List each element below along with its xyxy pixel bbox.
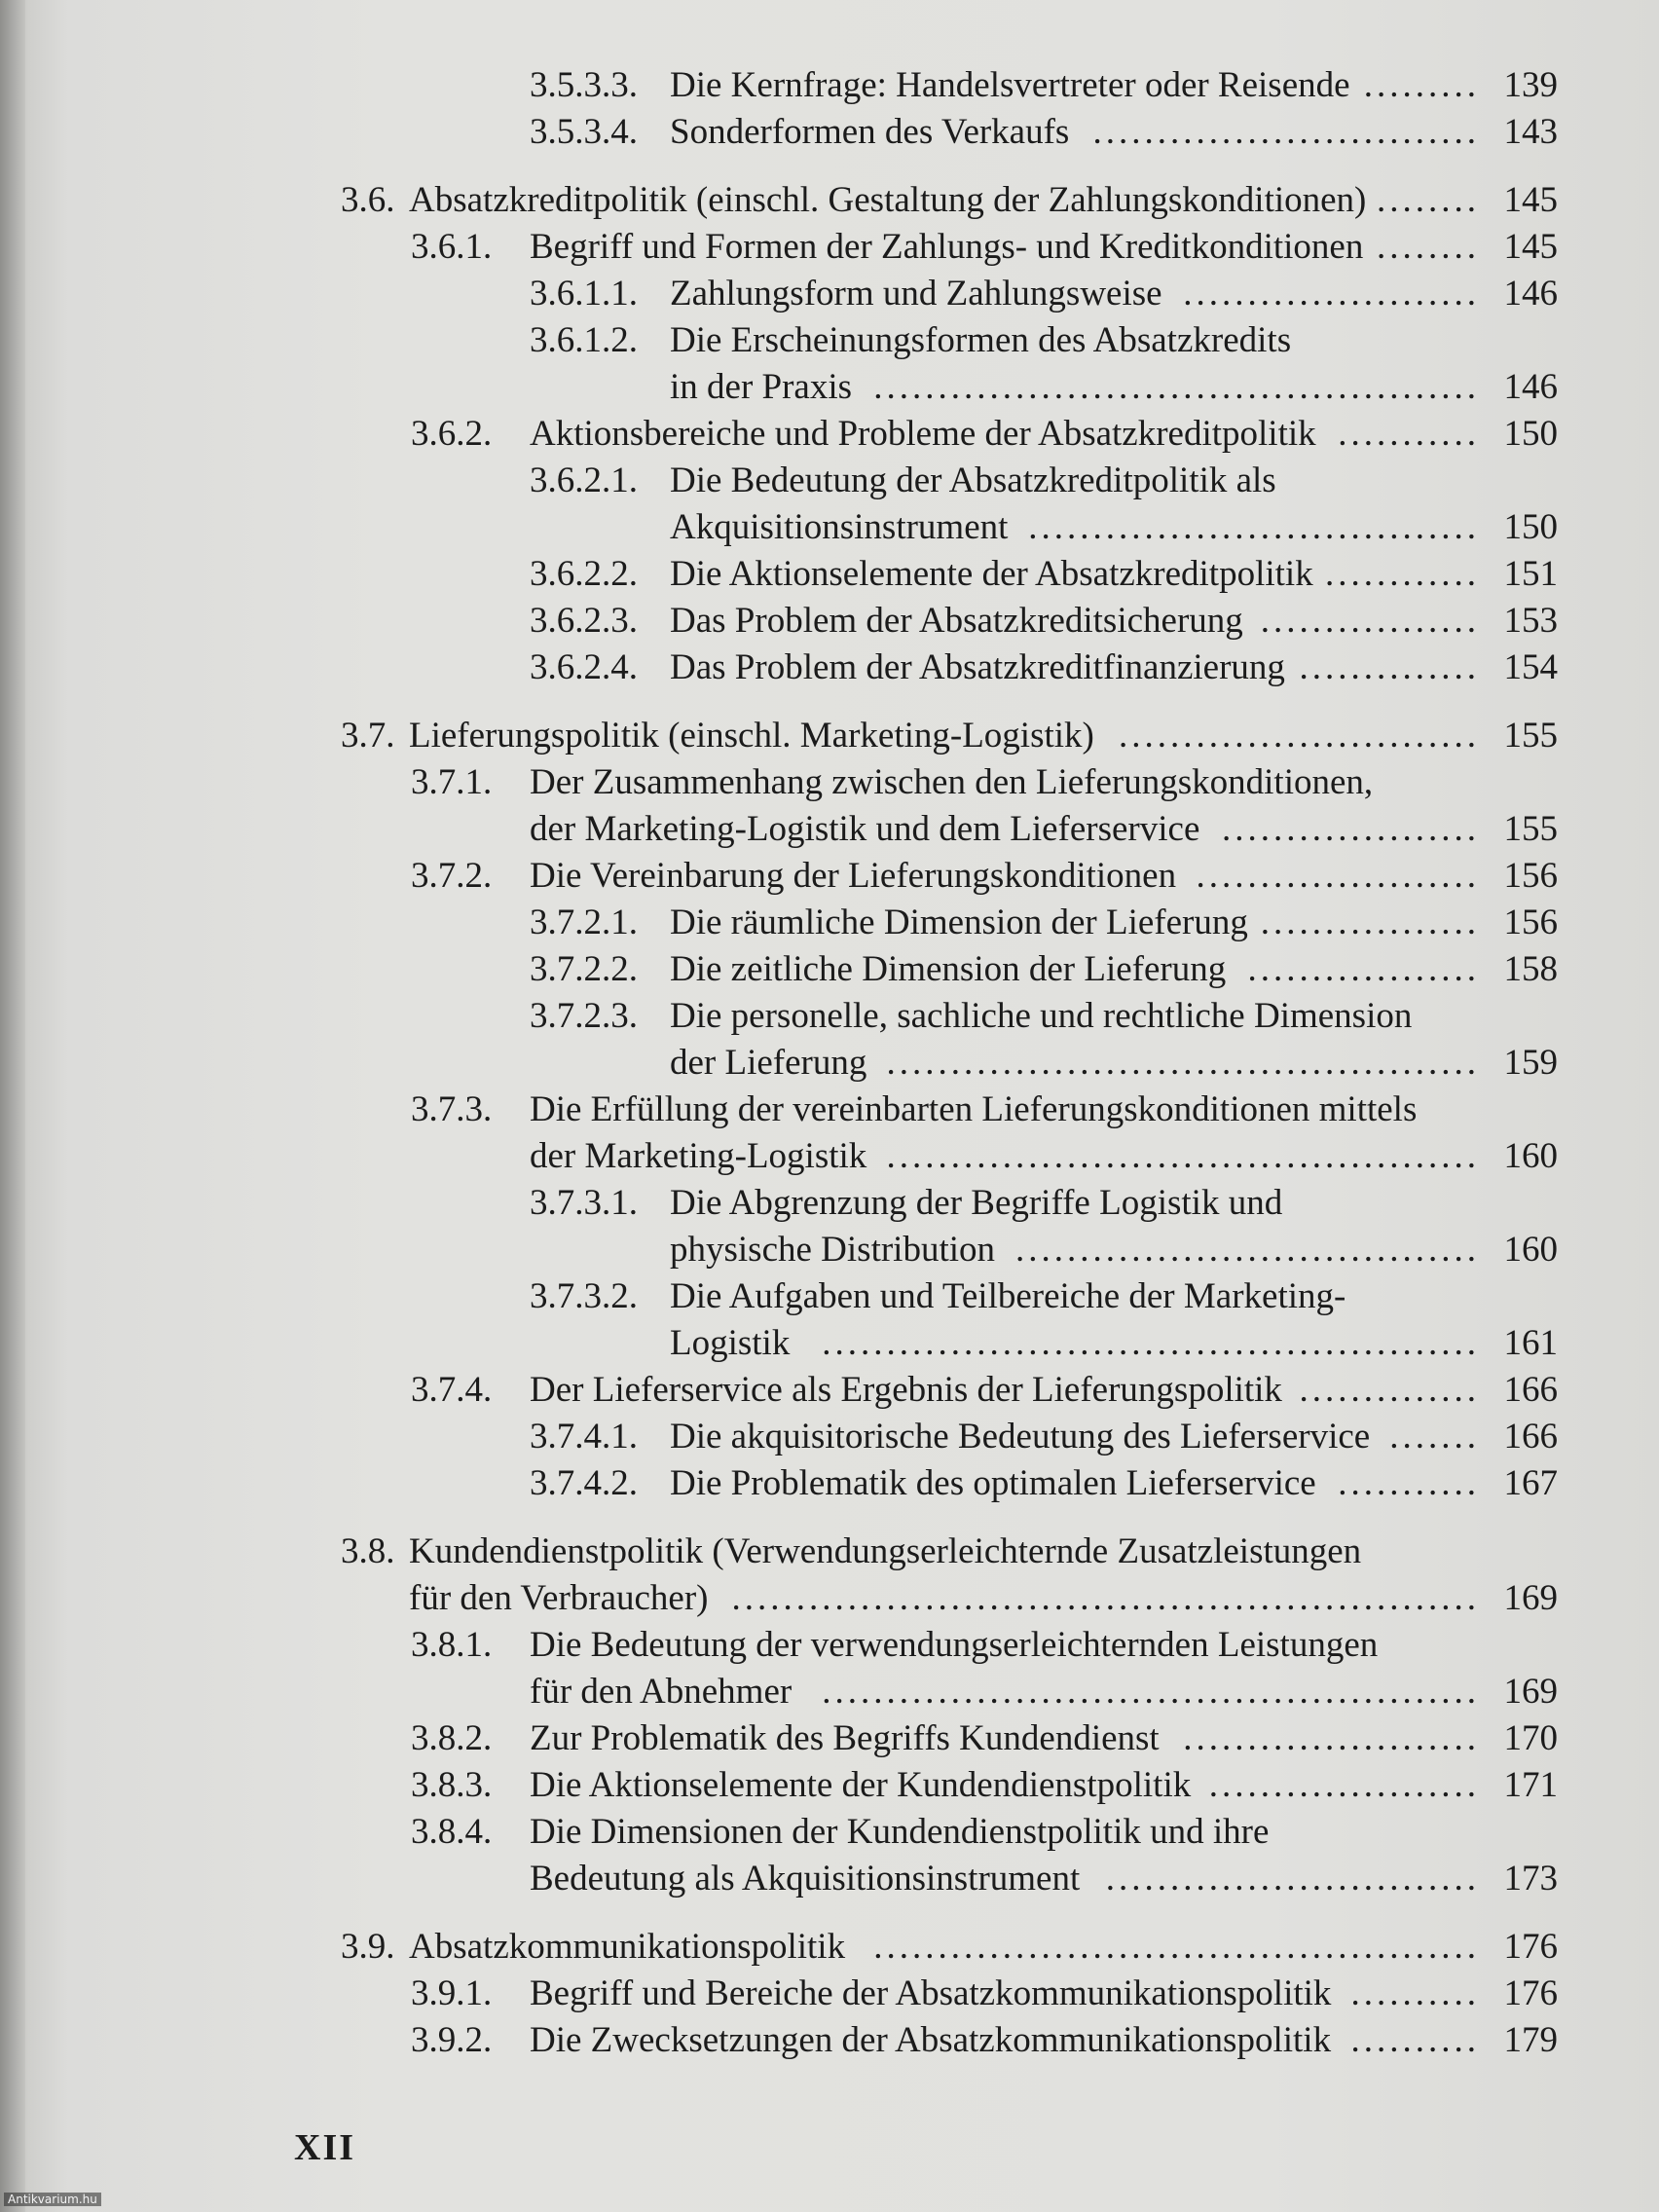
section-title: Das Problem der Absatzkreditfinanzierung bbox=[670, 647, 1285, 687]
toc-entry bbox=[341, 853, 1558, 900]
toc-entry-line bbox=[341, 1273, 1558, 1320]
page-reference: 179 bbox=[1503, 2020, 1558, 2060]
dot-leader: ................................................... bbox=[822, 1672, 1480, 1712]
toc-entry-line bbox=[341, 177, 1558, 224]
toc-entry bbox=[341, 1809, 1558, 1902]
toc-entry bbox=[341, 224, 1558, 271]
section-gap bbox=[341, 1902, 1558, 1924]
page-reference: 161 bbox=[1503, 1323, 1558, 1363]
section-title: Die Abgrenzung der Begriffe Logistik und bbox=[670, 1183, 1283, 1223]
section-number: 3.8.1. bbox=[411, 1625, 493, 1665]
section-number: 3.7.1. bbox=[411, 762, 493, 802]
section-title: Die Erscheinungsformen des Absatzkredits bbox=[670, 320, 1292, 360]
section-title: Die Problematik des optimalen Lieferservice bbox=[670, 1463, 1316, 1503]
toc-entry bbox=[341, 1414, 1558, 1460]
dot-leader: ............................. bbox=[1105, 1859, 1480, 1899]
toc-entry-line bbox=[341, 645, 1558, 691]
section-title: Die Erfüllung der vereinbarten Lieferungskonditionen mittels bbox=[530, 1089, 1418, 1129]
page-reference: 143 bbox=[1503, 112, 1558, 152]
toc-entry-line bbox=[341, 993, 1558, 1040]
toc-entry-line bbox=[341, 759, 1558, 806]
toc-entry bbox=[341, 713, 1558, 759]
toc-entry bbox=[341, 1180, 1558, 1273]
toc-entry bbox=[341, 1087, 1558, 1180]
section-title: Die Aktionselemente der Kundendienstpolitik bbox=[530, 1765, 1192, 1805]
toc-entry-line bbox=[341, 2017, 1558, 2064]
page-reference: 159 bbox=[1503, 1043, 1558, 1083]
section-number: 3.7.4.1. bbox=[530, 1417, 638, 1456]
page-reference: 166 bbox=[1503, 1370, 1558, 1410]
toc-entry-line bbox=[341, 598, 1558, 645]
toc-entry-line bbox=[341, 1762, 1558, 1809]
section-title: Logistik bbox=[670, 1323, 791, 1363]
section-title: Absatzkreditpolitik (einschl. Gestaltung der Zahlungskonditionen) bbox=[409, 180, 1367, 220]
toc-entry bbox=[341, 598, 1558, 645]
section-title: Die räumliche Dimension der Lieferung bbox=[670, 903, 1248, 942]
section-title: Lieferungspolitik (einschl. Marketing-Logistik) bbox=[409, 716, 1094, 756]
dot-leader: ................. bbox=[1260, 903, 1480, 942]
page-reference: 151 bbox=[1503, 554, 1558, 594]
section-number: 3.5.3.3. bbox=[530, 65, 638, 105]
dot-leader: .................. bbox=[1247, 949, 1480, 989]
section-number: 3.8.2. bbox=[411, 1718, 493, 1758]
section-title: physische Distribution bbox=[670, 1230, 996, 1270]
page-reference: 173 bbox=[1503, 1859, 1558, 1899]
toc-entry-line bbox=[341, 1133, 1558, 1180]
section-number: 3.8.3. bbox=[411, 1765, 493, 1805]
toc-entry-line bbox=[341, 1227, 1558, 1273]
section-number: 3.8. bbox=[341, 1531, 395, 1571]
dot-leader: .......... bbox=[1350, 1973, 1480, 2013]
dot-leader: ........ bbox=[1377, 227, 1480, 267]
toc-entry-line bbox=[341, 109, 1558, 156]
section-number: 3.9.1. bbox=[411, 1973, 493, 2013]
section-number: 3.7.3. bbox=[411, 1089, 493, 1129]
section-number: 3.7.3.1. bbox=[530, 1183, 638, 1223]
page-reference: 170 bbox=[1503, 1718, 1558, 1758]
page-reference: 166 bbox=[1503, 1417, 1558, 1456]
toc-entry-line bbox=[341, 806, 1558, 853]
page-reference: 160 bbox=[1503, 1230, 1558, 1270]
toc-entry bbox=[341, 900, 1558, 946]
section-title: für den Verbraucher) bbox=[409, 1578, 709, 1618]
section-number: 3.6.2.4. bbox=[530, 647, 638, 687]
section-title: Kundendienstpolitik (Verwendungserleichternde Zusatzleistungen bbox=[409, 1531, 1362, 1571]
toc-entry-line bbox=[341, 1856, 1558, 1902]
toc-entry-line bbox=[341, 1622, 1558, 1669]
toc-entry bbox=[341, 62, 1558, 109]
dot-leader: ........ bbox=[1377, 180, 1480, 220]
section-number: 3.7.4.2. bbox=[530, 1463, 638, 1503]
toc-entry bbox=[341, 993, 1558, 1087]
dot-leader: ............................ bbox=[1119, 716, 1480, 756]
section-title: Die personelle, sachliche und rechtliche Dimension bbox=[670, 996, 1413, 1036]
toc-entry-line bbox=[341, 1924, 1558, 1971]
toc-entry-line bbox=[341, 551, 1558, 598]
dot-leader: .................................... bbox=[1015, 1230, 1480, 1270]
section-title: Die Vereinbarung der Lieferungskonditionen bbox=[530, 856, 1177, 896]
section-title: Die Aktionselemente der Absatzkreditpolitik bbox=[670, 554, 1313, 594]
toc-entry bbox=[341, 946, 1558, 993]
section-number: 3.7.2. bbox=[411, 856, 493, 896]
section-number: 3.9.2. bbox=[411, 2020, 493, 2060]
dot-leader: ............................................... bbox=[873, 1927, 1480, 1967]
toc-entry bbox=[341, 317, 1558, 411]
toc-entry-line bbox=[341, 1040, 1558, 1087]
table-of-contents bbox=[341, 62, 1558, 2064]
toc-entry-line bbox=[341, 946, 1558, 993]
section-title: Die Dimensionen der Kundendienstpolitik und ihre bbox=[530, 1812, 1270, 1852]
section-title: Die Kernfrage: Handelsvertreter oder Reisende bbox=[670, 65, 1350, 105]
dot-leader: ................................................... bbox=[822, 1323, 1480, 1363]
toc-entry-line bbox=[341, 317, 1558, 364]
section-title: Absatzkommunikationspolitik bbox=[409, 1927, 846, 1967]
page-reference: 146 bbox=[1503, 274, 1558, 313]
toc-entry-line bbox=[341, 1529, 1558, 1575]
book-spine-shadow bbox=[0, 0, 25, 2212]
dot-leader: .............. bbox=[1299, 1370, 1480, 1410]
section-title: in der Praxis bbox=[670, 367, 853, 407]
section-number: 3.6. bbox=[341, 180, 395, 220]
dot-leader: .............................................. bbox=[886, 1136, 1480, 1176]
section-title: Begriff und Formen der Zahlungs- und Kreditkonditionen bbox=[530, 227, 1364, 267]
page-reference: 150 bbox=[1503, 414, 1558, 454]
dot-leader: .............................................. bbox=[886, 1043, 1480, 1083]
section-title: Die Aufgaben und Teilbereiche der Marketing- bbox=[670, 1276, 1346, 1316]
toc-entry-line bbox=[341, 458, 1558, 504]
toc-entry bbox=[341, 1460, 1558, 1507]
section-title: der Marketing-Logistik bbox=[530, 1136, 867, 1176]
dot-leader: .......... bbox=[1350, 2020, 1480, 2060]
section-number: 3.7. bbox=[341, 716, 395, 756]
page-number-footer: XII bbox=[294, 2127, 356, 2168]
section-title: der Marketing-Logistik und dem Lieferservice bbox=[530, 809, 1200, 849]
toc-entry bbox=[341, 411, 1558, 458]
section-number: 3.6.2. bbox=[411, 414, 493, 454]
toc-entry bbox=[341, 645, 1558, 691]
dot-leader: ...................... bbox=[1196, 856, 1480, 896]
section-gap bbox=[341, 1507, 1558, 1529]
page-reference: 156 bbox=[1503, 903, 1558, 942]
section-title: für den Abnehmer bbox=[530, 1672, 793, 1712]
toc-entry bbox=[341, 1715, 1558, 1762]
toc-entry bbox=[341, 1622, 1558, 1715]
toc-entry-line bbox=[341, 62, 1558, 109]
toc-entry-line bbox=[341, 1320, 1558, 1367]
page-reference: 139 bbox=[1503, 65, 1558, 105]
section-gap bbox=[341, 691, 1558, 713]
dot-leader: .................... bbox=[1222, 809, 1480, 849]
toc-entry-line bbox=[341, 1715, 1558, 1762]
dot-leader: ....................... bbox=[1183, 274, 1480, 313]
watermark: Antikvarium.hu bbox=[4, 2193, 101, 2206]
section-title: Zahlungsform und Zahlungsweise bbox=[670, 274, 1162, 313]
toc-entry bbox=[341, 1529, 1558, 1622]
dot-leader: .............................. bbox=[1092, 112, 1480, 152]
page-reference: 145 bbox=[1503, 227, 1558, 267]
page-reference: 160 bbox=[1503, 1136, 1558, 1176]
page-reference: 169 bbox=[1503, 1578, 1558, 1618]
toc-entry-line bbox=[341, 411, 1558, 458]
toc-entry-line bbox=[341, 1367, 1558, 1414]
toc-entry bbox=[341, 759, 1558, 853]
section-gap bbox=[341, 156, 1558, 177]
page-reference: 169 bbox=[1503, 1672, 1558, 1712]
toc-entry bbox=[341, 177, 1558, 224]
toc-entry-line bbox=[341, 713, 1558, 759]
toc-entry bbox=[341, 1762, 1558, 1809]
toc-entry bbox=[341, 109, 1558, 156]
toc-entry bbox=[341, 1367, 1558, 1414]
dot-leader: ....... bbox=[1389, 1417, 1480, 1456]
toc-entry bbox=[341, 2017, 1558, 2064]
section-title: der Lieferung bbox=[670, 1043, 867, 1083]
section-number: 3.9. bbox=[341, 1927, 395, 1967]
page-reference: 176 bbox=[1503, 1927, 1558, 1967]
toc-entry-line bbox=[341, 1414, 1558, 1460]
page-reference: 145 bbox=[1503, 180, 1558, 220]
section-title: Die zeitliche Dimension der Lieferung bbox=[670, 949, 1227, 989]
page-reference: 158 bbox=[1503, 949, 1558, 989]
section-number: 3.5.3.4. bbox=[530, 112, 638, 152]
section-title: Die Bedeutung der Absatzkreditpolitik als bbox=[670, 461, 1276, 500]
section-number: 3.7.3.2. bbox=[530, 1276, 638, 1316]
toc-entry bbox=[341, 458, 1558, 551]
dot-leader: ..................... bbox=[1208, 1765, 1480, 1805]
toc-entry-line bbox=[341, 1460, 1558, 1507]
dot-leader: ........... bbox=[1338, 414, 1480, 454]
page-reference: 146 bbox=[1503, 367, 1558, 407]
toc-entry-line bbox=[341, 900, 1558, 946]
section-title: Zur Problematik des Begriffs Kundendienst bbox=[530, 1718, 1160, 1758]
dot-leader: ................. bbox=[1260, 601, 1480, 641]
section-number: 3.7.4. bbox=[411, 1370, 493, 1410]
page-reference: 154 bbox=[1503, 647, 1558, 687]
toc-entry bbox=[341, 551, 1558, 598]
section-number: 3.6.2.3. bbox=[530, 601, 638, 641]
section-title: Akquisitionsinstrument bbox=[670, 507, 1009, 547]
section-title: Der Lieferservice als Ergebnis der Lieferungspolitik bbox=[530, 1370, 1282, 1410]
toc-entry bbox=[341, 1924, 1558, 1971]
toc-entry-line bbox=[341, 224, 1558, 271]
toc-entry-line bbox=[341, 1809, 1558, 1856]
toc-entry-line bbox=[341, 1971, 1558, 2017]
toc-entry-line bbox=[341, 1575, 1558, 1622]
section-title: Das Problem der Absatzkreditsicherung bbox=[670, 601, 1243, 641]
page-reference: 167 bbox=[1503, 1463, 1558, 1503]
section-number: 3.6.1.2. bbox=[530, 320, 638, 360]
section-title: Die Bedeutung der verwendungserleichternden Leistungen bbox=[530, 1625, 1379, 1665]
toc-entry-line bbox=[341, 504, 1558, 551]
section-title: Begriff und Bereiche der Absatzkommunikationspolitik bbox=[530, 1973, 1332, 2013]
toc-entry-line bbox=[341, 364, 1558, 411]
dot-leader: ........... bbox=[1338, 1463, 1480, 1503]
toc-entry bbox=[341, 271, 1558, 317]
page-reference: 155 bbox=[1503, 716, 1558, 756]
section-number: 3.6.2.1. bbox=[530, 461, 638, 500]
toc-entry bbox=[341, 1273, 1558, 1367]
toc-entry-line bbox=[341, 1087, 1558, 1133]
section-title: Der Zusammenhang zwischen den Lieferungskonditionen, bbox=[530, 762, 1374, 802]
dot-leader: ............ bbox=[1325, 554, 1480, 594]
dot-leader: ............................................... bbox=[873, 367, 1480, 407]
toc-entry-line bbox=[341, 1180, 1558, 1227]
section-number: 3.6.1.1. bbox=[530, 274, 638, 313]
section-title: Bedeutung als Akquisitionsinstrument bbox=[530, 1859, 1081, 1899]
toc-entry-line bbox=[341, 1669, 1558, 1715]
dot-leader: .......................................................... bbox=[731, 1578, 1480, 1618]
section-number: 3.7.2.3. bbox=[530, 996, 638, 1036]
section-number: 3.7.2.2. bbox=[530, 949, 638, 989]
page-reference: 153 bbox=[1503, 601, 1558, 641]
dot-leader: ................................... bbox=[1028, 507, 1480, 547]
dot-leader: .............. bbox=[1299, 647, 1480, 687]
section-number: 3.6.1. bbox=[411, 227, 493, 267]
section-number: 3.7.2.1. bbox=[530, 903, 638, 942]
section-title: Die akquisitorische Bedeutung des Lieferservice bbox=[670, 1417, 1371, 1456]
section-number: 3.6.2.2. bbox=[530, 554, 638, 594]
page-reference: 171 bbox=[1503, 1765, 1558, 1805]
toc-entry bbox=[341, 1971, 1558, 2017]
page-reference: 150 bbox=[1503, 507, 1558, 547]
page-reference: 156 bbox=[1503, 856, 1558, 896]
section-title: Sonderformen des Verkaufs bbox=[670, 112, 1070, 152]
dot-leader: ....................... bbox=[1183, 1718, 1480, 1758]
page-reference: 176 bbox=[1503, 1973, 1558, 2013]
section-number: 3.8.4. bbox=[411, 1812, 493, 1852]
section-title: Aktionsbereiche und Probleme der Absatzkreditpolitik bbox=[530, 414, 1316, 454]
page-reference: 155 bbox=[1503, 809, 1558, 849]
toc-entry-line bbox=[341, 271, 1558, 317]
toc-entry-line bbox=[341, 853, 1558, 900]
section-title: Die Zwecksetzungen der Absatzkommunikationspolitik bbox=[530, 2020, 1332, 2060]
dot-leader: ......... bbox=[1363, 65, 1480, 105]
